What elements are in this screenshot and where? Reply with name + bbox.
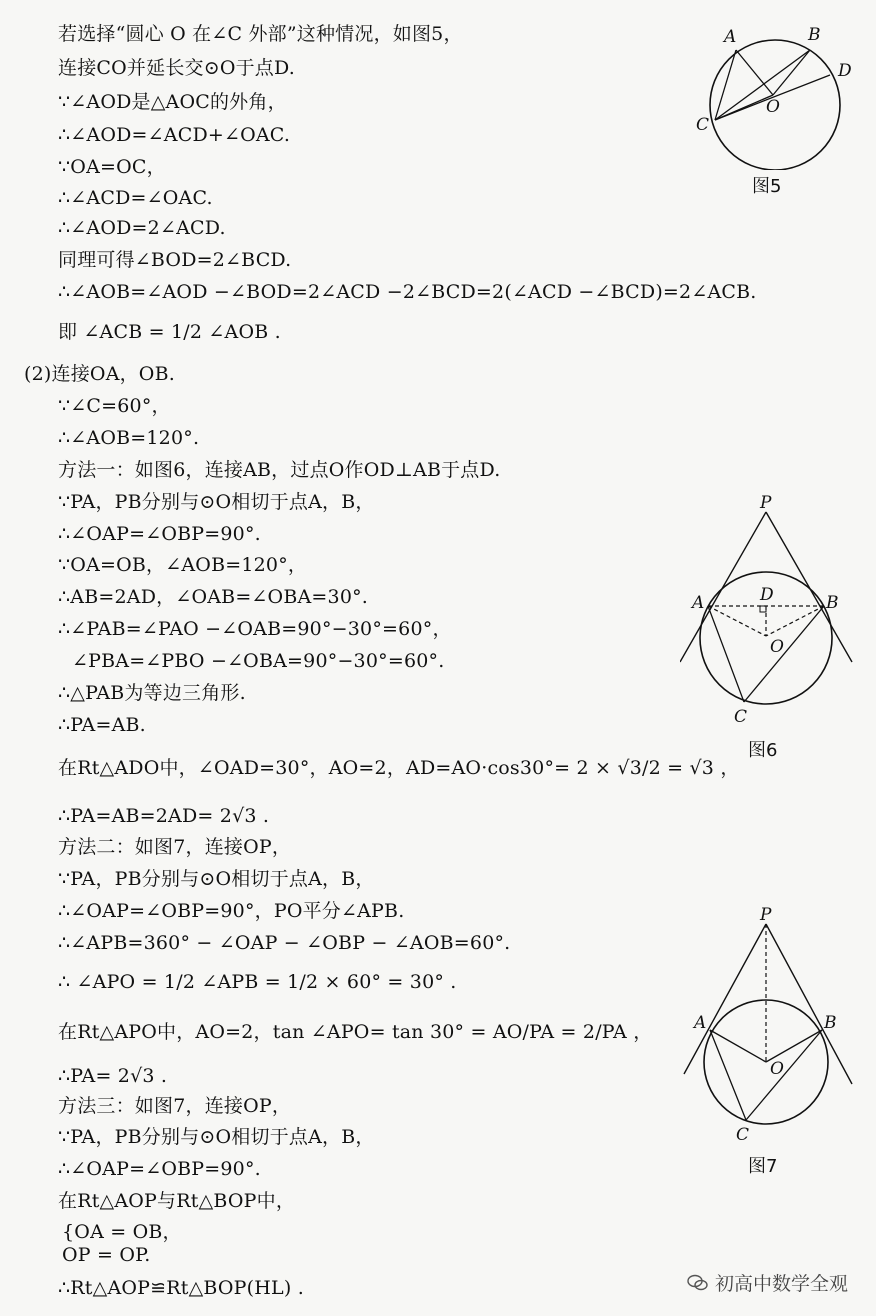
text-line: ∴ ∠APO = 1/2 ∠APB = 1/2 × 60° = 30° . bbox=[58, 971, 457, 993]
fig6-label-a: A bbox=[692, 593, 705, 613]
watermark-text: 初高中数学全观 bbox=[714, 1273, 848, 1295]
text-line: ∴∠PAB=∠PAO −∠OAB=90°−30°=60°， bbox=[58, 618, 452, 640]
text-line: ∴∠AOD=2∠ACD. bbox=[58, 217, 226, 239]
fig5-label-b: B bbox=[808, 25, 821, 45]
text-line: ∴∠APB=360° − ∠OAP − ∠OBP − ∠AOB=60°. bbox=[58, 932, 511, 954]
text-line: ∴PA= 2√3 . bbox=[58, 1065, 168, 1087]
fig7-label-c: C bbox=[736, 1125, 750, 1145]
fig6-label-c: C bbox=[734, 707, 748, 727]
text-line: ∴AB=2AD，∠OAB=∠OBA=30°. bbox=[58, 586, 369, 608]
text-line: ∵PA，PB分别与⊙O相切于点A，B， bbox=[58, 491, 375, 513]
text-line: ∴∠OAP=∠OBP=90°. bbox=[58, 1158, 261, 1180]
wechat-icon bbox=[687, 1274, 709, 1292]
figure-7-caption: 图7 bbox=[748, 1156, 778, 1177]
text-line: ∴PA=AB. bbox=[58, 714, 146, 736]
fig5-label-d: D bbox=[838, 61, 852, 81]
figure-5-caption: 图5 bbox=[752, 176, 782, 197]
fig7-label-p: P bbox=[760, 906, 772, 925]
text-line: ∴∠AOB=∠AOD −∠BOD=2∠ACD −2∠BCD=2(∠ACD −∠BCD)=2∠ACB. bbox=[58, 281, 757, 303]
text-line: ∵OA=OB，∠AOB=120°， bbox=[58, 554, 308, 576]
text-line: ∵PA，PB分别与⊙O相切于点A，B， bbox=[58, 868, 375, 890]
fig6-label-d: D bbox=[760, 585, 774, 605]
text-line: ∴∠AOD=∠ACD+∠OAC. bbox=[58, 124, 291, 146]
text-line: 方法二：如图7，连接OP， bbox=[58, 836, 292, 858]
text-line: ∴∠ACD=∠OAC. bbox=[58, 187, 213, 209]
figure-5 bbox=[690, 20, 870, 170]
text-line: 即 ∠ACB = 1/2 ∠AOB . bbox=[58, 321, 281, 343]
text-line: ∴PA=AB=2AD= 2√3 . bbox=[58, 805, 270, 827]
fig7-label-b: B bbox=[824, 1013, 837, 1033]
text-line: 在Rt△ADO中，∠OAD=30°，AO=2，AD=AO·cos30°= 2 × √3/2 = √3 ， bbox=[58, 757, 740, 779]
text-line: ∵PA，PB分别与⊙O相切于点A，B， bbox=[58, 1126, 375, 1148]
text-line: 在Rt△AOP与Rt△BOP中， bbox=[58, 1190, 296, 1212]
text-line: 若选择“圆心 O 在∠C 外部”这种情况，如图5， bbox=[58, 23, 463, 45]
fig7-label-a: A bbox=[694, 1013, 707, 1033]
fig6-label-o: O bbox=[770, 637, 784, 657]
text-line: 方法三：如图7，连接OP， bbox=[58, 1095, 292, 1117]
text-line: ∴∠OAP=∠OBP=90°. bbox=[58, 523, 261, 545]
text-line: 连接CO并延长交⊙O于点D. bbox=[58, 57, 296, 79]
figure-6 bbox=[680, 492, 860, 732]
figure-7 bbox=[680, 906, 860, 1146]
text-line: ∵OA=OC， bbox=[58, 156, 166, 178]
text-line: {OA = OB， bbox=[62, 1221, 182, 1243]
text-line: 在Rt△APO中，AO=2，tan ∠APO= tan 30° = AO/PA = 2/PA ， bbox=[58, 1021, 653, 1043]
fig6-label-p: P bbox=[760, 493, 772, 513]
fig5-label-o: O bbox=[766, 97, 780, 117]
fig6-label-b: B bbox=[826, 593, 839, 613]
fig5-label-a: A bbox=[724, 27, 737, 47]
text-line: OP = OP. bbox=[62, 1244, 151, 1266]
text-line: 方法一：如图6，连接AB，过点O作OD⊥AB于点D. bbox=[58, 459, 501, 481]
text-line: (2)连接OA，OB. bbox=[24, 363, 175, 385]
fig5-label-c: C bbox=[696, 115, 710, 135]
figure-6-caption: 图6 bbox=[748, 740, 778, 761]
text-line: 同理可得∠BOD=2∠BCD. bbox=[58, 249, 292, 271]
fig7-label-o: O bbox=[770, 1059, 784, 1079]
text-line: ∴Rt△AOP≌Rt△BOP(HL) . bbox=[58, 1277, 304, 1299]
text-line: ∵∠C=60°， bbox=[58, 395, 171, 417]
text-line: ∴∠AOB=120°. bbox=[58, 427, 200, 449]
text-line: ∠PBA=∠PBO −∠OBA=90°−30°=60°. bbox=[72, 650, 445, 672]
watermark bbox=[687, 1269, 848, 1296]
text-line: ∵∠AOD是△AOC的外角， bbox=[58, 91, 287, 113]
text-line: ∴△PAB为等边三角形. bbox=[58, 682, 246, 704]
text-line: ∴∠OAP=∠OBP=90°，PO平分∠APB. bbox=[58, 900, 405, 922]
